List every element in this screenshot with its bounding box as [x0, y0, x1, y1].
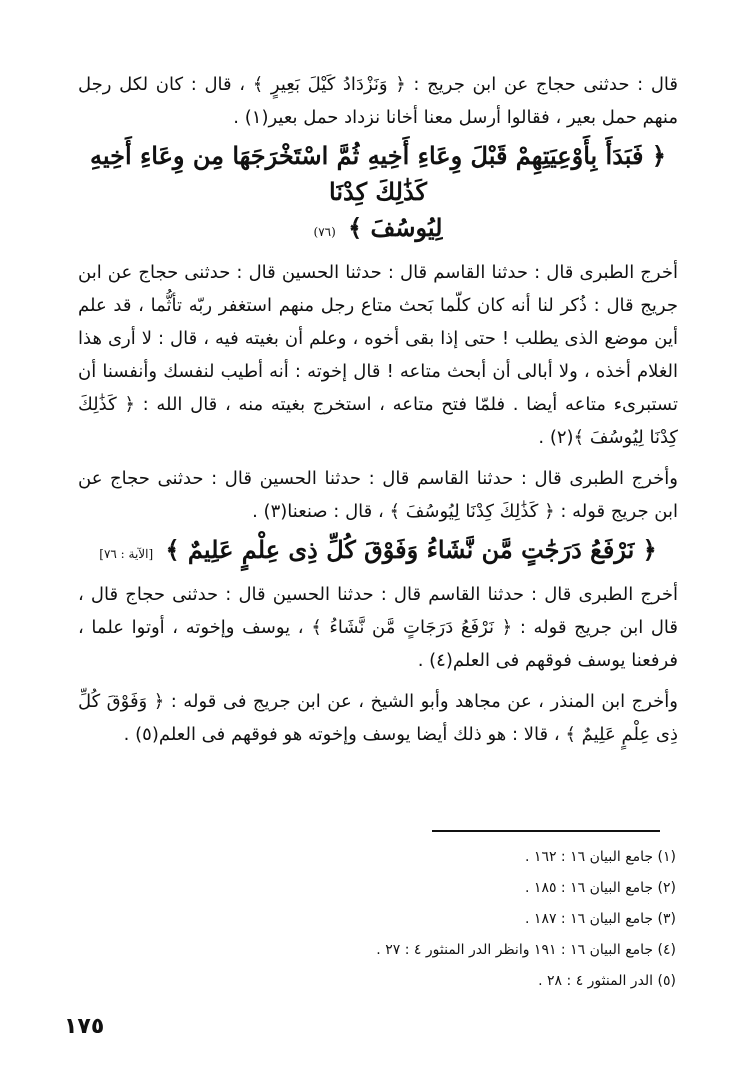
verse-76-line-1: ﴿ فَبَدَأَ بِأَوْعِيَتِهِمْ قَبْلَ وِعَاءِ أَخِيهِ ثُمَّ اسْتَخْرَجَهَا مِن وِعَاءِ أَخِيهِ كَذَٰلِكَ كِدْنَا — [90, 141, 666, 206]
verse-76-block — [78, 138, 678, 250]
paragraph-1: قال : حدثنى حجاج عن ابن جريج : ﴿ وَنَزْدَادُ كَيْلَ بَعِيرٍ ﴾ ، قال : كان لكل رجل منهم حمل بعير ، فقالوا أرسل معنا أخانا نزداد حمل بعير(١) . — [78, 74, 678, 128]
paragraph-4: أخرج الطبرى قال : حدثنا القاسم قال : حدثنا الحسين قال : حدثنى حجاج قال ، قال ابن جريج قوله : ﴿ نَرْفَعُ دَرَجَاتٍ مَّن نَّشَاءُ ﴾ ، يوسف وإخوته ، أوتوا علما ، فرفعنا يوسف فوقهم فى العلم(٤) . — [78, 584, 678, 671]
verse-76b — [78, 532, 678, 572]
footnotes — [200, 842, 676, 997]
verse-76b-text: ﴿ نَرْفَعُ دَرَجَٰتٍ مَّن نَّشَاءُ وَفَوْقَ كُلِّ ذِى عِلْمٍ عَلِيمٌ ﴾ — [165, 535, 657, 564]
verse-76-line-2 — [78, 210, 678, 250]
footnote-separator — [432, 830, 660, 832]
paragraph-2: أخرج الطبرى قال : حدثنا القاسم قال : حدثنا الحسين قال : حدثنى حجاج عن ابن جريج قال : ذُكر لنا أنه كان كلّما بَحث متاع رجل منهم استغفر ربّه تأثُّما ، قد علم أين موضع الذى يطلب ! حتى إذا بقى أخوه ، وعلم أن بغيته فيه ، قال : لا أرى هذا الغلام أخذه ، ولا أبالى أن أبحث متاعه ! قال إخوته : أنه أطيب لنفسك وأنفسنا أن تستبرىء متاعه أيضا . فلمّا فتح متاعه ، استخرج بغيته منه ، قال الله : ﴿ كَذَٰلِكَ كِدْنَا لِيُوسُفَ ﴾(٢) . — [78, 262, 678, 448]
page-number: ١٧٥ — [64, 1014, 105, 1039]
verse-76b-ref: [الآية : ٧٦] — [99, 547, 154, 561]
paragraph-5: وأخرج ابن المنذر ، عن مجاهد وأبو الشيخ ، عن ابن جريج فى قوله : ﴿ وَفَوْقَ كُلِّ ذِى عِلْمٍ عَلِيمٌ ﴾ ، قالا : هو ذلك أيضا يوسف وإخوته هو فوقهم فى العلم(٥) . — [78, 691, 678, 745]
footnote-5: (٥) الدر المنثور ٤ : ٢٨ . — [538, 973, 676, 989]
footnote-4: (٤) جامع البيان ١٦ : ١٩١ وانظر الدر المنثور ٤ : ٢٧ . — [376, 942, 676, 958]
page-body — [78, 68, 678, 751]
footnote-3: (٣) جامع البيان ١٦ : ١٨٧ . — [525, 911, 676, 927]
footnote-1: (١) جامع البيان ١٦ : ١٦٢ . — [525, 849, 676, 865]
paragraph-3: وأخرج الطبرى قال : حدثنا القاسم قال : حدثنا الحسين قال : حدثنى حجاج عن ابن جريج قوله : ﴿ كَذَٰلِكَ كِدْنَا لِيُوسُفَ ﴾ ، قال : صنعنا(٣) . — [78, 468, 678, 522]
verse-76-ref: (٧٦) — [313, 225, 336, 239]
footnote-2: (٢) جامع البيان ١٦ : ١٨٥ . — [525, 880, 676, 896]
verse-76-tail: لِيُوسُفَ ﴾ — [348, 213, 443, 242]
